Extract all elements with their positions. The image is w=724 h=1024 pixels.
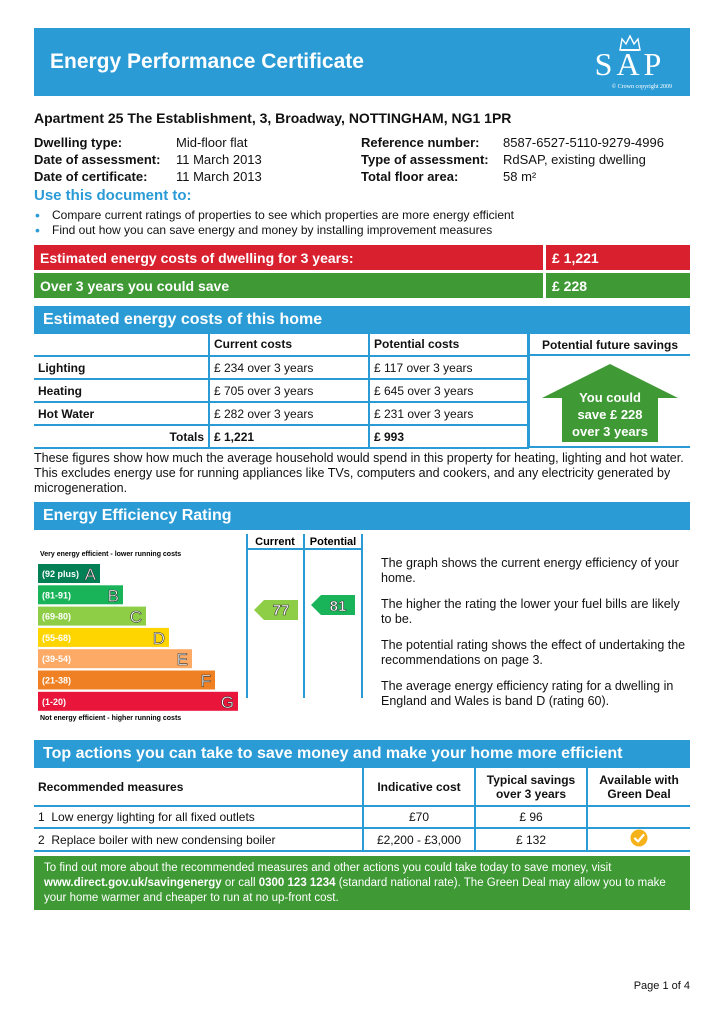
savings-label: Over 3 years you could save	[40, 278, 230, 294]
rating-band-d	[38, 628, 169, 648]
estimated-costs-bar	[34, 245, 690, 270]
sap-logo	[588, 34, 672, 92]
savings-bar	[34, 273, 690, 298]
band-range-label: (55-68)	[42, 632, 72, 643]
estimated-costs-value: £ 1,221	[543, 245, 690, 270]
use-document-list	[34, 208, 514, 238]
certificate-date-row: Date of certificate: 11 March 2013	[34, 169, 262, 184]
explanation-paragraph: The graph shows the current energy efficiency of your home.	[381, 556, 679, 585]
use-document-heading: Use this document to:	[34, 187, 192, 204]
band-letter-label: A	[84, 565, 96, 584]
rating-band-a	[38, 564, 100, 584]
explanation-paragraph: The potential rating shows the effect of undertaking the recommendations on page 3.	[381, 638, 686, 667]
cost-header: Indicative cost	[363, 768, 475, 806]
bottom-caption: Not energy efficient - higher running costs	[40, 715, 182, 722]
page-number: Page 1 of 4	[633, 980, 690, 992]
estimated-costs-label: Estimated energy costs of dwelling for 3 years:	[40, 250, 354, 266]
savings-value: £ 228	[543, 273, 690, 298]
assessment-type-row: Type of assessment: RdSAP, existing dwelling	[361, 152, 646, 167]
current-column-label: Current	[255, 536, 295, 548]
table-row: 1 Low energy lighting for all fixed outlets £70 £ 96	[34, 806, 690, 828]
band-letter-label: B	[107, 586, 119, 606]
list-item: • Find out how you can save energy and money by installing improvement measures	[34, 223, 514, 238]
explanation-paragraph: The average energy efficiency rating for a dwelling in England and Wales is band D (rating 60).	[381, 679, 674, 708]
table-header-row	[34, 333, 528, 356]
band-letter-label: D	[152, 628, 165, 648]
band-range-label: (21-38)	[42, 675, 72, 686]
table-row: 2 Replace boiler with new condensing boiler £2,200 - £3,000 £ 132	[34, 828, 690, 851]
band-range-label: (39-54)	[42, 654, 72, 665]
phone-number: 0300 123 1234	[258, 877, 336, 889]
property-address: Apartment 25 The Establishment, 3, Broadway, NOTTINGHAM, NG1 1PR	[34, 110, 512, 126]
totals-row: Totals £ 1,221 £ 993	[34, 425, 528, 448]
band-letter-label: E	[176, 650, 188, 670]
measures-header: Recommended measures	[34, 768, 363, 806]
arrow-line-2: save £ 228	[577, 407, 643, 422]
efficiency-explanation	[381, 556, 691, 720]
potential-rating-value: 81	[329, 598, 347, 615]
footer-info: To find out more about the recommended measures and other actions you could take today to save money, visit www.direct.gov.uk/savingenergy or call 0300 123 1234 (standard national rate). The Green Deal may allow you to make your home warmer and cheaper to run at no up-front cost.	[34, 856, 690, 910]
future-savings-header: Potential future savings	[528, 333, 690, 356]
arrow-line-1: You could	[579, 390, 641, 405]
top-caption: Very energy efficient - lower running costs	[40, 551, 182, 558]
checkmark-icon	[630, 829, 648, 847]
rating-band-e	[38, 649, 192, 669]
current-rating-value: 77	[272, 602, 290, 619]
actions-table	[34, 768, 690, 852]
details-right	[361, 134, 664, 185]
band-letter-label: C	[129, 607, 142, 627]
page-title: Energy Performance Certificate	[50, 50, 364, 73]
assessment-date-row: Date of assessment: 11 March 2013	[34, 152, 262, 167]
arrow-line-3: over 3 years	[572, 424, 648, 439]
actions-section-heading: Top actions you can take to save money and make your home more efficient	[34, 740, 690, 768]
rating-band-b	[38, 585, 123, 605]
costs-explanation: These figures show how much the average household would spend in this property for heating, lighting and hot water. This excludes energy use for running appliances like TVs, computers and cookers, and any electricity generated by microgeneration.	[34, 451, 684, 495]
table-row: Lighting £ 234 over 3 years £ 117 over 3 years	[34, 356, 528, 379]
typical-savings-header: Typical savings over 3 years	[475, 768, 587, 806]
current-costs-header: Current costs	[209, 333, 369, 356]
rating-band-c	[38, 607, 146, 627]
floor-area-row: Total floor area: 58 m²	[361, 169, 537, 184]
list-item: • Compare current ratings of properties to see which properties are more energy efficient	[34, 208, 514, 223]
sap-logo-text: SAP	[594, 46, 666, 82]
explanation-paragraph: The higher the rating the lower your fuel bills are likely to be.	[381, 597, 680, 626]
dwelling-type-row: Dwelling type: Mid-floor flat	[34, 135, 248, 150]
future-savings-cell	[528, 356, 690, 448]
green-deal-header: Available with Green Deal	[587, 768, 690, 806]
band-range-label: (1-20)	[42, 696, 67, 707]
band-range-label: (92 plus)	[42, 569, 80, 579]
costs-section-heading: Estimated energy costs of this home	[34, 306, 690, 334]
band-letter-label: G	[220, 692, 234, 712]
header-banner	[34, 28, 690, 96]
reference-number-row: Reference number: 8587-6527-5110-9279-4996	[361, 135, 664, 150]
costs-table	[34, 333, 529, 449]
rating-band-g	[38, 692, 238, 712]
rating-band-f	[38, 671, 215, 691]
table-row: Heating £ 705 over 3 years £ 645 over 3 years	[34, 379, 528, 402]
savings-arrow	[530, 356, 690, 448]
efficiency-rating-chart	[34, 534, 364, 729]
efficiency-section-heading: Energy Efficiency Rating	[34, 502, 690, 530]
potential-column-label: Potential	[309, 536, 357, 548]
copyright-text: © Crown copyright 2009	[611, 84, 672, 90]
rating-bands	[38, 564, 238, 712]
details-left	[34, 134, 262, 185]
potential-costs-header: Potential costs	[369, 333, 528, 356]
current-rating-marker	[254, 600, 298, 620]
band-range-label: (81-91)	[42, 590, 72, 601]
band-range-label: (69-80)	[42, 611, 72, 622]
band-letter-label: F	[200, 671, 211, 691]
savingenergy-link[interactable]: www.direct.gov.uk/savingenergy	[44, 877, 222, 889]
table-row: Hot Water £ 282 over 3 years £ 231 over 3 years	[34, 402, 528, 425]
table-header-row	[34, 768, 690, 806]
potential-rating-marker	[311, 595, 355, 615]
